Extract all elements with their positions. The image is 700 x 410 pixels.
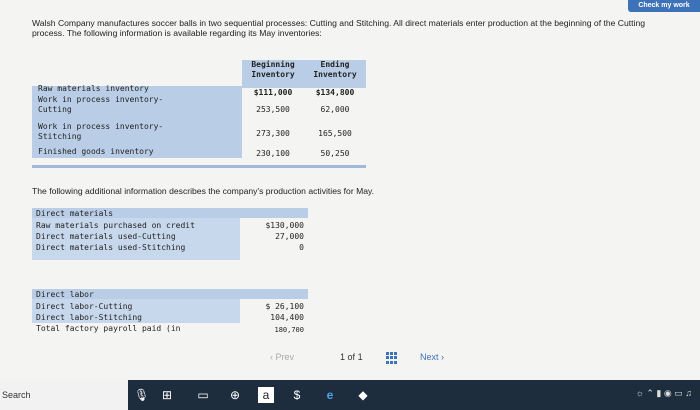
direct-materials-table — [32, 208, 308, 264]
microphone-icon[interactable]: 🎙 — [134, 388, 150, 402]
row-label: Direct labor-Cutting — [36, 302, 133, 311]
row-label: Raw materials purchased on credit — [36, 221, 195, 230]
direct-labor-table — [32, 289, 308, 337]
row-label: Raw materials inventory — [38, 84, 149, 93]
row-label: Direct materials used-Cutting — [36, 232, 176, 241]
next-button[interactable]: Next › — [420, 352, 445, 362]
row-value: 104,400 — [270, 313, 304, 322]
additional-info-text: The following additional information describes the company's production activities for May. — [32, 186, 375, 196]
row-value-cut-off: 180,700 — [274, 326, 304, 334]
store-icon[interactable]: ⊕ — [229, 388, 241, 402]
row-label: Total factory payroll paid (in — [36, 324, 181, 333]
beginning-value: 253,500 — [256, 105, 290, 114]
taskbar-search[interactable]: Search — [0, 380, 128, 410]
direct-materials-heading: Direct materials — [36, 209, 114, 218]
row-label: Work in process inventory- Cutting — [38, 95, 164, 114]
col-ending-inventory: Ending Inventory — [313, 60, 357, 79]
row-value: 27,000 — [275, 232, 304, 241]
beginning-value: 230,100 — [256, 149, 290, 158]
ending-value: 165,500 — [318, 129, 352, 138]
row-label: Finished goods inventory — [38, 147, 154, 156]
pager — [270, 352, 470, 366]
ending-value: 62,000 — [320, 105, 350, 114]
ending-value: $134,800 — [315, 88, 355, 97]
grid-icon[interactable] — [386, 352, 398, 364]
edge-browser-icon[interactable]: e — [326, 388, 334, 402]
direct-labor-heading: Direct labor — [36, 290, 94, 299]
row-value: $130,000 — [265, 221, 304, 230]
task-view-icon[interactable]: ⊞ — [161, 388, 173, 402]
inventories-table — [32, 60, 366, 170]
row-value: $ 26,100 — [265, 302, 304, 311]
beginning-value: 273,300 — [256, 129, 290, 138]
file-explorer-icon[interactable]: ▭ — [197, 388, 209, 402]
table-bottom-rule — [32, 165, 366, 168]
system-tray[interactable]: ☼ ⌃ ▮ ◉ ▭ ♫ — [635, 388, 692, 398]
row-label: Work in process inventory- Stitching — [38, 122, 164, 141]
app-icon[interactable]: ◆ — [358, 388, 368, 402]
row-label: Direct labor-Stitching — [36, 313, 142, 322]
col-beginning-inventory: Beginning Inventory — [251, 60, 295, 79]
row-label: Direct materials used-Stitching — [36, 243, 186, 252]
dollar-app-icon[interactable]: $ — [293, 388, 301, 402]
row-value: 0 — [299, 243, 304, 252]
amazon-icon[interactable]: a — [258, 387, 274, 403]
check-my-work-button[interactable]: Check my work — [628, 0, 700, 12]
problem-intro: Walsh Company manufactures soccer balls in two sequential processes: Cutting and Stitching. All direct materials enter production at the beginning of the Cutting process. The following information is available regarding its May inventories: — [32, 18, 646, 38]
beginning-value: $111,000 — [253, 88, 293, 97]
page-indicator: 1 of 1 — [340, 352, 363, 362]
prev-button[interactable]: ‹ Prev — [270, 352, 295, 362]
ending-value: 50,250 — [320, 149, 350, 158]
